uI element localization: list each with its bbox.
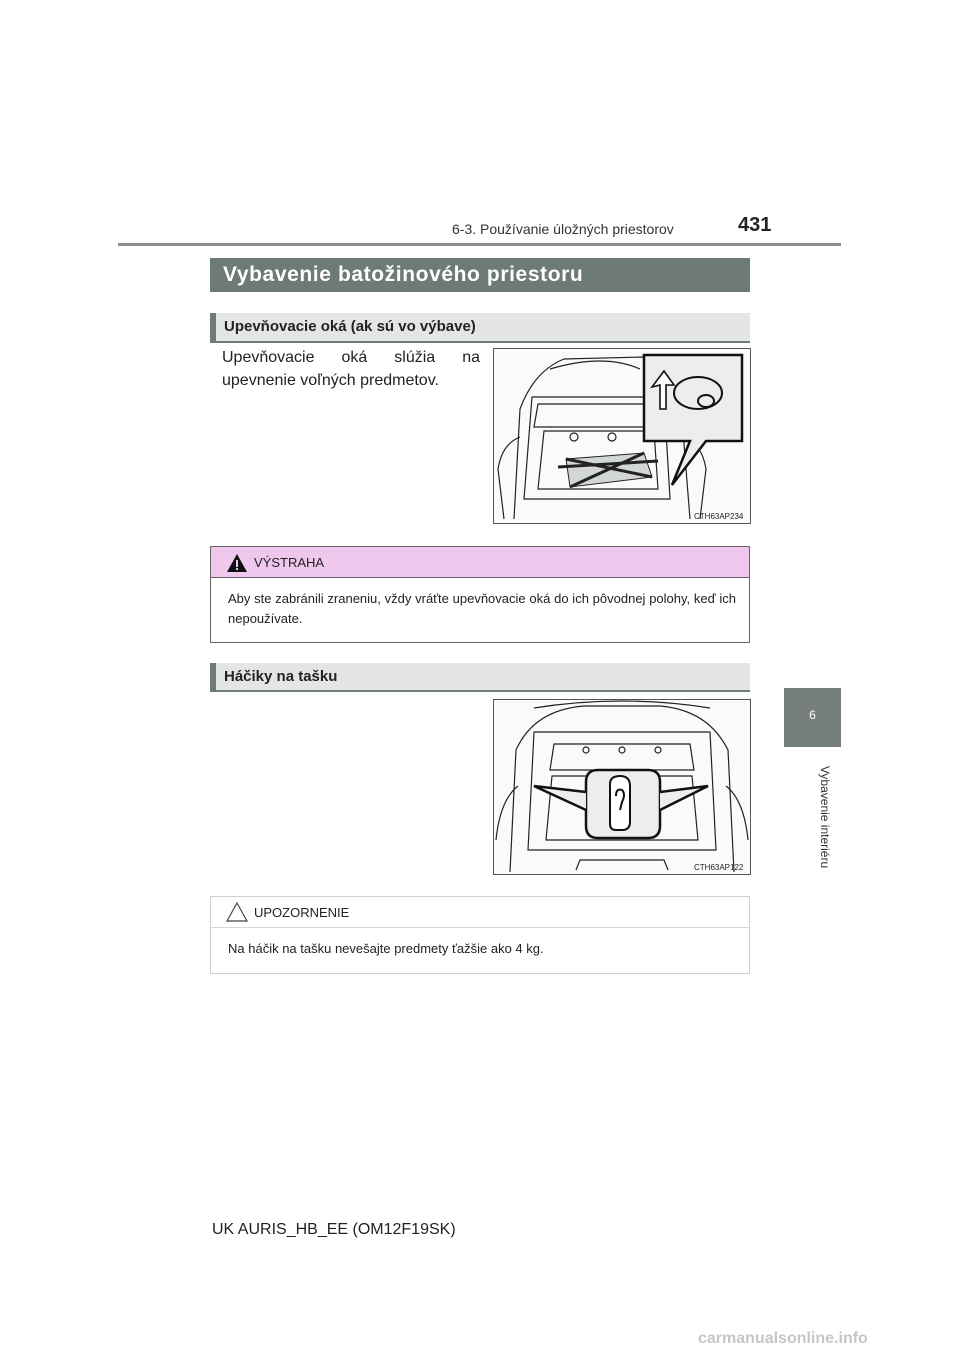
caution-title: UPOZORNENIE — [254, 905, 350, 920]
section-heading-underline — [210, 690, 750, 692]
model-code: UK AURIS_HB_EE (OM12F19SK) — [212, 1221, 456, 1238]
luggage-tie-down-illustration — [493, 348, 751, 524]
warning-triangle-icon — [226, 553, 248, 573]
section-heading-bag-hooks: Háčiky na tašku — [210, 663, 750, 691]
chapter-number: 6 — [809, 708, 816, 722]
section-heading-tie-down-hooks: Upevňovacie oká (ak sú vo výbave) — [210, 313, 750, 341]
luggage-tie-down-figure-svg — [494, 349, 750, 523]
watermark: carmanualsonline.info — [698, 1330, 868, 1347]
warning-box — [210, 546, 750, 643]
section-heading-underline — [210, 341, 750, 343]
caution-box — [210, 896, 750, 974]
chapter-label: Vybavenie interiéru — [818, 765, 832, 869]
bag-hook-illustration — [493, 699, 751, 875]
caution-text: Na háčik na tašku nevešajte predmety ťažšie ako 4 kg. — [228, 941, 544, 956]
page-title: Vybavenie batožinového priestoru — [210, 258, 750, 292]
section-header: 6-3. Používanie úložných priestorov — [452, 221, 674, 237]
header-divider — [118, 243, 841, 246]
figure-code-2: CTH63AP122 — [694, 863, 744, 872]
tie-down-description: Upevňovacie oká slúžia na upevnenie voľných predmetov. — [222, 349, 480, 389]
warning-text: Aby ste zabránili zraneniu, vždy vráťte upevňovacie oká do ich pôvodnej polohy, keď ich nepoužívate. — [228, 591, 736, 626]
caution-triangle-icon — [226, 902, 248, 922]
warning-title: VÝSTRAHA — [254, 555, 325, 570]
figure-code-1: CTH63AP234 — [694, 512, 744, 521]
bag-hook-figure-svg — [494, 700, 750, 874]
page-number: 431 — [738, 214, 772, 236]
